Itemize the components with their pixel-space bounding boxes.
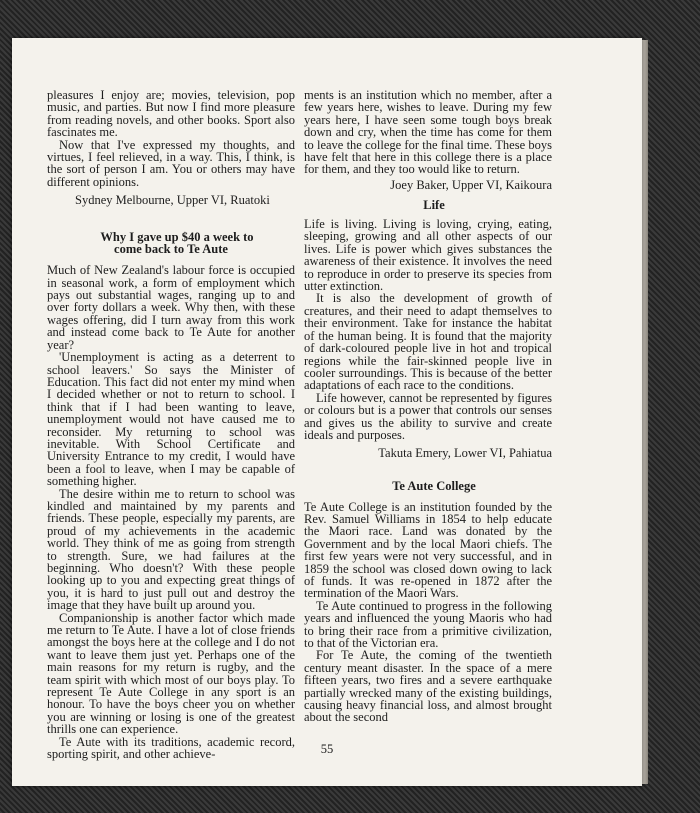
document-page <box>12 38 642 786</box>
article-title: Why I gave up $40 a week to come back to Te Aute <box>100 229 254 257</box>
life-paragraph-3: Life however, cannot be represented by figures or colours but is a power that controls our senses and gives us the ability to survive and create ideals and purposes. <box>304 390 552 442</box>
life-paragraph-1: Life is living. Living is loving, crying, eating, sleeping, growing and all other aspects of our lives. Life is power which gives substances the awareness of their existence. It involves the need to reproduce in order to preserve its species from utter extinction. <box>304 217 552 294</box>
life-title: Life <box>423 198 445 213</box>
article-paragraph-4: Companionship is another factor which made me return to Te Aute. I have a lot of close friends amongst the boys here at the college and I do not want to leave them just yet. Perhaps one of the main reasons for my return is rugby, and the team spirit with which most of our boys play. To represent Te Aute College in any sport is an honour. To have the boys cheer you on whether you are winning or losing is one of the greatest thrills one can experience. <box>47 610 295 737</box>
continued-paragraph: ments is an institution which no member, after a few years here, wishes to leave. During my few years here, I have seen some tough boys break down and cry, when the time has come for them to leave the college for the final time. These boys have felt that here in this college there is a place for them, and they too would like to return. <box>304 88 552 177</box>
article-paragraph-5: Te Aute with its traditions, academic record, sporting spirit, and other achieve- <box>47 734 295 762</box>
intro-paragraph-2: Now that I've expressed my thoughts, and virtues, I feel relieved, in a way. This, I think, is the sort of person I am. You or others may have different opinions. <box>47 137 295 189</box>
college-paragraph-2: Te Aute continued to progress in the following years and influenced the young Maoris who had to bring their race from a primitive civilization, to that of the Victorian era. <box>304 598 552 651</box>
left-column <box>47 89 295 761</box>
page-number: 55 <box>320 742 334 756</box>
article-paragraph-2: 'Unemployment is acting as a deterrent to school leavers.' So says the Minister of Education. This fact did not enter my mind when I decided whether or not to return to school. I think that if I had been wanting to leave, unemployment would not have caused me to reconsider. My returning to school was inevitable. With School Certificate and University Entrance to my credit, I would have been a fool to leave, when I may be capable of something higher. <box>47 350 295 489</box>
article-paragraph-1: Much of New Zealand's labour force is occupied in seasonal work, a form of employment which pays out substantial wages, ranging up to and over forty dollars a week. Why then, with these wages offering, did I turn away from this work and instead come back to Te Aute for another year? <box>47 263 295 352</box>
college-paragraph-3: For Te Aute, the coming of the twentieth century meant disaster. In the space of a mere fifteen years, two fires and a severe earthquake partially wrecked many of the existing buildings, causing heavy financial loss, and almost brought about the second <box>304 648 552 725</box>
intro-byline: Sydney Melbourne, Upper VI, Ruatoki <box>75 193 270 208</box>
right-column <box>304 89 552 724</box>
page-edge <box>642 40 648 784</box>
byline-takuta-emery: Takuta Emery, Lower VI, Pahiatua <box>378 446 552 461</box>
byline-joey-baker: Joey Baker, Upper VI, Kaikoura <box>390 177 552 192</box>
college-title: Te Aute College <box>392 478 476 493</box>
article-paragraph-3: The desire within me to return to school was kindled and maintained by my parents and friends. These people, especially my parents, are proud of my achievements in the academic world. They think of me as going from strength to strength. Sure, we had failures at the beginning. Who doesn't? With these people looking up to you and expecting great things of you, it is hard to just pull out and destroy the image that they have built up around you. <box>47 486 295 613</box>
college-paragraph-1: Te Aute College is an institution founded by the Rev. Samuel Williams in 1854 to help educate the Maori race. Land was donated by the Government and by the local Maori chiefs. The first few years were not very successful, and in 1859 the school was closed down owing to lack of funds. It was re-opened in 1872 after the termination of the Maori Wars. <box>304 499 552 601</box>
life-paragraph-2: It is also the development of growth of creatures, and their need to adapt themselves to their environment. Take for instance the habitat of the human being. It is found that the majority of dark-coloured people live in hot and tropical regions while the fair-skinned people live in cooler surroundings. This is because of the better adaptations of each race to the conditions. <box>304 291 552 393</box>
intro-paragraph-1: pleasures I enjoy are; movies, television, pop music, and parties. But now I find more pleasure from reading novels, and other books. Sport also fascinates me. <box>47 88 295 140</box>
